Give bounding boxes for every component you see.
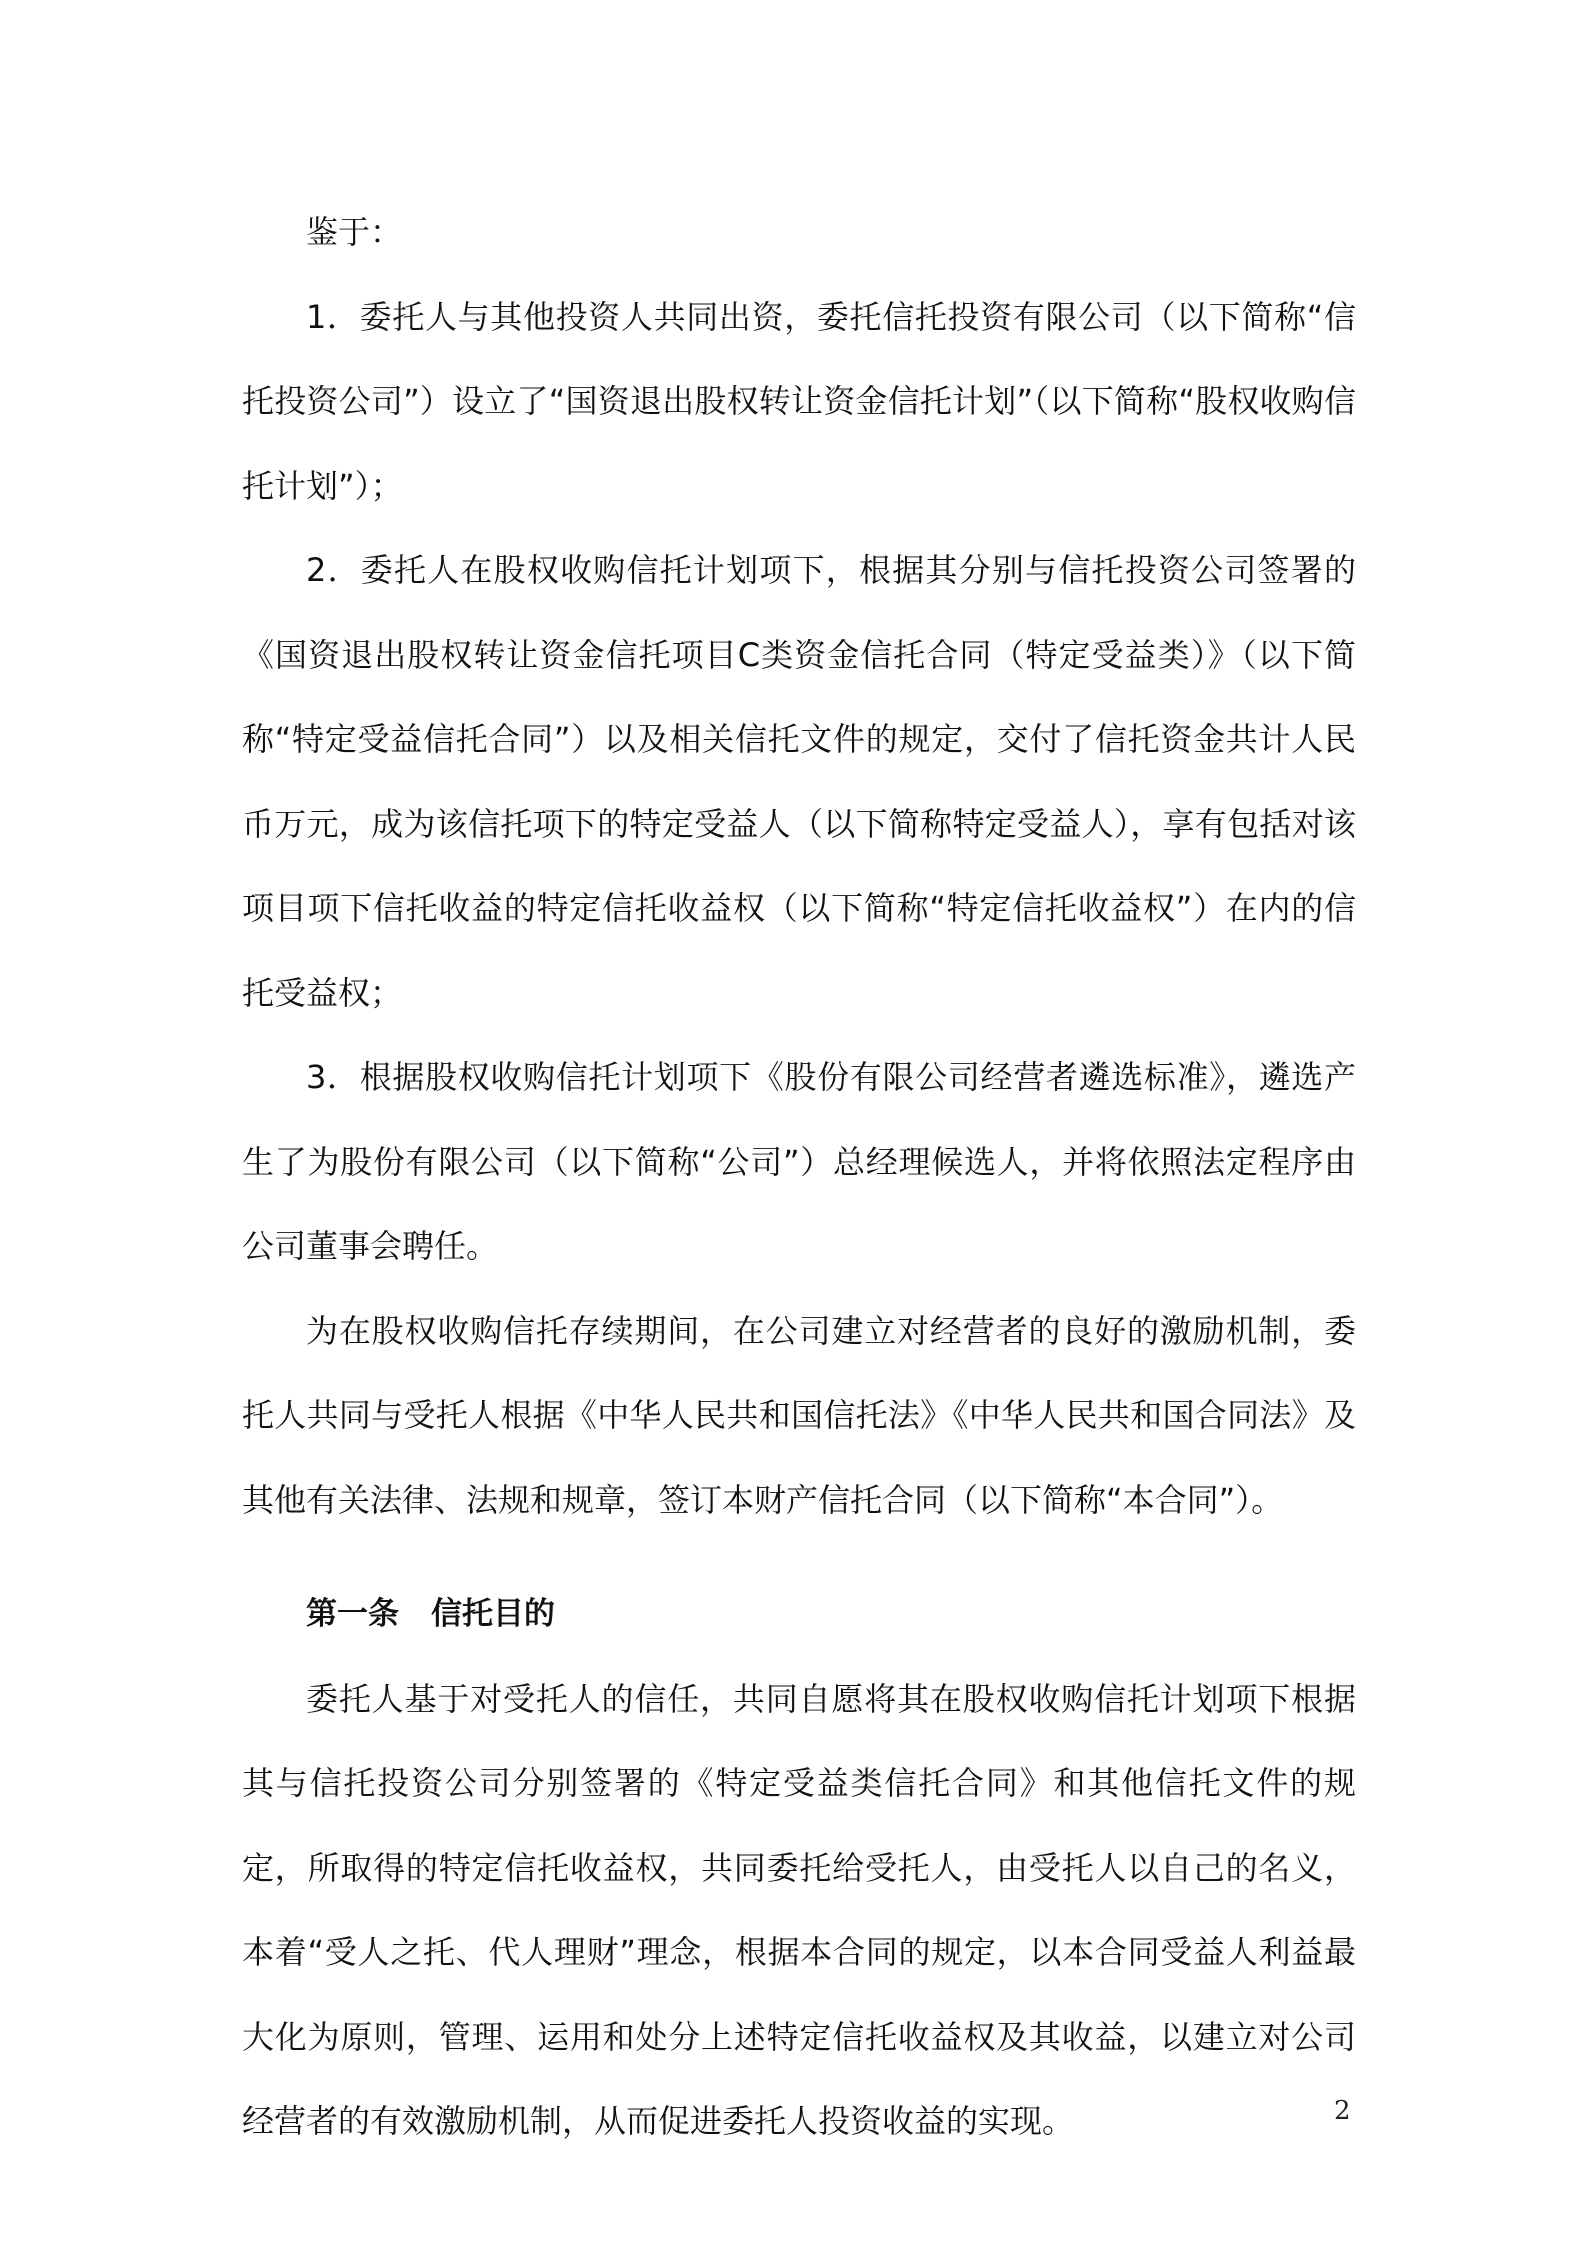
article-1-title: 信托目的 [431, 1596, 555, 1632]
page-number: 2 [1334, 2096, 1351, 2126]
article-1-number: 第一条 [306, 1596, 399, 1632]
recital-1: 1．委托人与其他投资人共同出资，委托信托投资有限公司（以下简称“信托投资公司”）设立了“国资退出股权转让资金信托计划”（以下简称“股权收购信托计划”）； [242, 297, 1356, 505]
preamble-label: 鉴于： [306, 213, 403, 251]
recital-2: 2．委托人在股权收购信托计划项下，根据其分别与信托投资公司签署的《国资退出股权转让资金信托项目C类资金信托合同（特定受益类）》（以下简称“特定受益信托合同”）以及相关信托文件的规定，交付了信托资金共计人民币万元，成为该信托项下的特定受益人（以下简称特定受益人），享有包括对该项目项下信托收益的特定信托收益权（以下简称“特定信托收益权”）在内的信托受益权； [242, 551, 1356, 1012]
document-body [242, 190, 1356, 2164]
article-1-heading [242, 1572, 1356, 1657]
article-1-body: 委托人基于对受托人的信任，共同自愿将其在股权收购信托计划项下根据其与信托投资公司分别签署的《特定受益类信托合同》和其他信托文件的规定，所取得的特定信托收益权，共同委托给受托人，由受托人以自己的名义，本着“受人之托、代人理财”理念，根据本合同的规定，以本合同受益人利益最大化为原则，管理、运用和处分上述特定信托收益权及其收益，以建立对公司经营者的有效激励机制，从而促进委托人投资收益的实现。 [242, 1679, 1356, 2140]
recital-3: 3．根据股权收购信托计划项下《股份有限公司经营者遴选标准》，遴选产生了为股份有限公司（以下简称“公司”）总经理候选人，并将依照法定程序由公司董事会聘任。 [242, 1058, 1356, 1265]
purpose-paragraph: 为在股权收购信托存续期间，在公司建立对经营者的良好的激励机制，委托人共同与受托人根据《中华人民共和国信托法》《中华人民共和国合同法》及其他有关法律、法规和规章，签订本财产信托合同（以下简称“本合同”）。 [242, 1311, 1356, 1519]
